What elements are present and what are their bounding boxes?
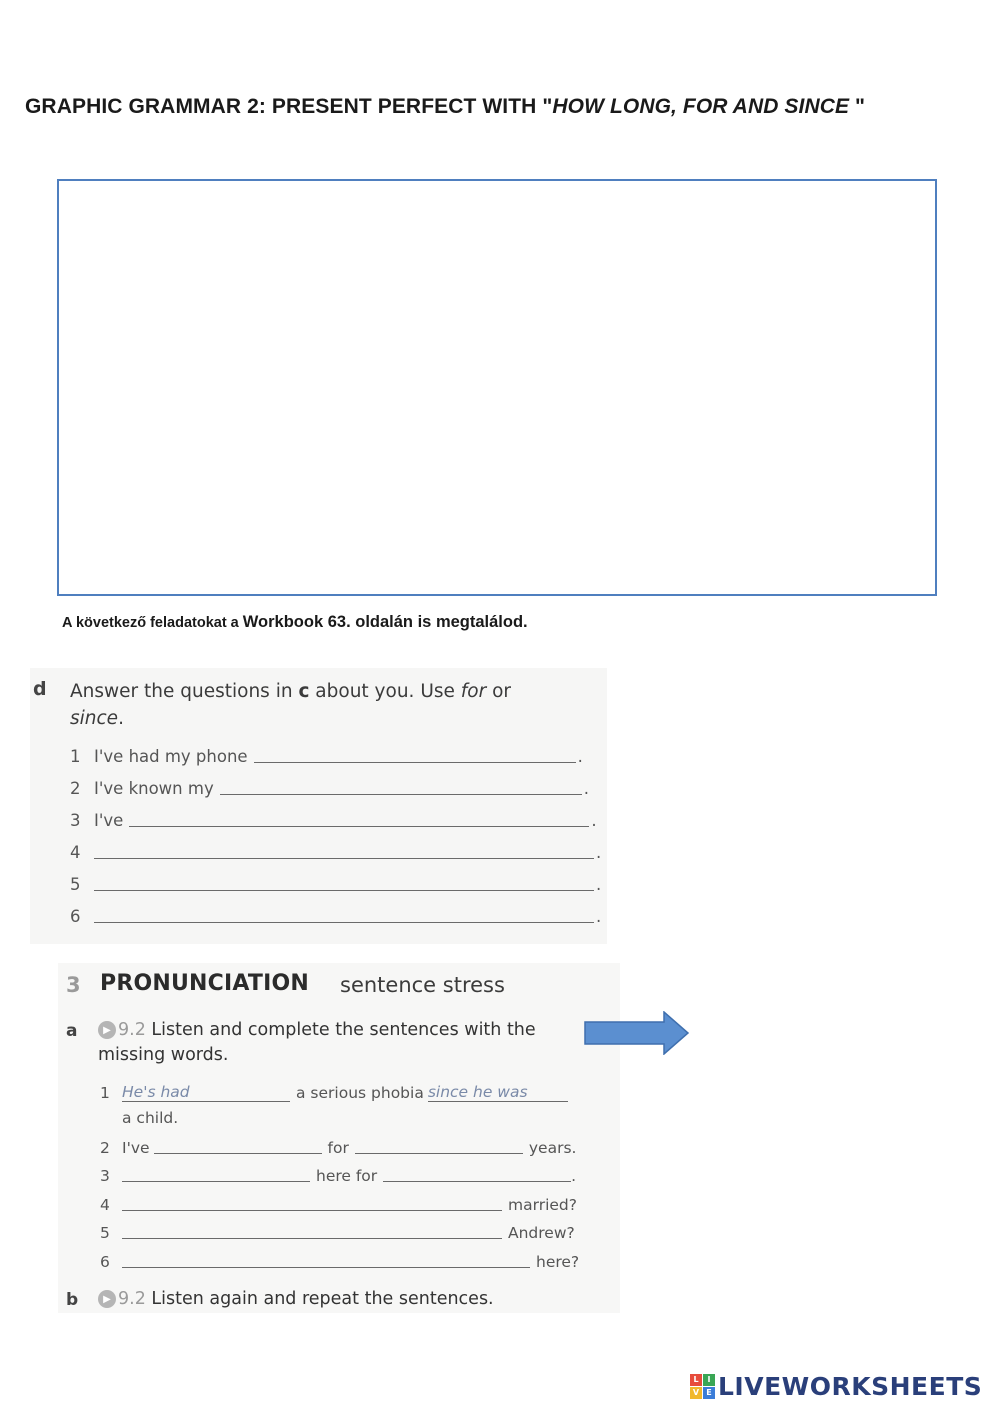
answer-blank[interactable] — [220, 794, 582, 795]
part-b-instruction: ▶ 9.2 Listen again and repeat the sentences. — [98, 1289, 494, 1309]
answer-blank[interactable] — [122, 1181, 310, 1182]
section-heading: PRONUNCIATION — [100, 971, 310, 996]
exercise-3-item: 6 here? — [100, 1253, 580, 1271]
logo-mark-icon: L I V E — [690, 1374, 715, 1399]
answer-blank[interactable] — [94, 858, 594, 859]
exercise-3-pronunciation — [58, 963, 620, 1313]
exercise-3-item: 1 He's had a serious phobia since he was — [100, 1080, 568, 1102]
exercise-d-instruction: Answer the questions in c about you. Use for or since. — [70, 681, 512, 729]
part-a-letter: a — [66, 1021, 78, 1041]
exercise-3-item: 5 Andrew? — [100, 1224, 575, 1242]
answer-blank[interactable] — [122, 1267, 530, 1268]
audio-icon[interactable]: ▶ — [98, 1290, 116, 1308]
exercise-3-item: 2 I've for years. — [100, 1139, 577, 1157]
exercise-d-item: 2 I've known my . — [70, 779, 589, 798]
answer-blank[interactable] — [94, 922, 594, 923]
section-subheading: sentence stress — [340, 973, 505, 997]
arrow-right-icon — [584, 1011, 690, 1055]
logo-text: LIVEWORKSHEETS — [718, 1372, 983, 1401]
workbook-note: A következő feladatokat a Workbook 63. oldalán is megtalálod. — [62, 613, 528, 631]
answer-blank[interactable] — [94, 890, 594, 891]
embedded-media-box[interactable] — [57, 179, 937, 596]
answer-blank[interactable] — [122, 1238, 502, 1239]
answer-blank[interactable] — [254, 762, 576, 763]
answer-blank[interactable] — [355, 1153, 523, 1154]
exercise-3-item: 4 married? — [100, 1196, 577, 1214]
section-number: 3 — [66, 973, 81, 997]
answer-blank[interactable] — [154, 1153, 322, 1154]
exercise-3-item: 3 here for . — [100, 1167, 577, 1185]
answer-blank[interactable] — [383, 1181, 571, 1182]
page-title: GRAPHIC GRAMMAR 2: PRESENT PERFECT WITH "HOW LONG, FOR AND SINCE " — [25, 95, 866, 118]
liveworksheets-logo — [690, 1372, 982, 1401]
answer-blank[interactable] — [129, 826, 589, 827]
exercise-d-item: 5 . — [70, 875, 602, 894]
part-a-instruction: ▶ 9.2 Listen and complete the sentences with the missing words. — [98, 1020, 536, 1065]
answer-blank[interactable]: He's had — [122, 1083, 290, 1102]
exercise-d-item: 4 . — [70, 843, 602, 862]
exercise-d-item: 1 I've had my phone . — [70, 747, 583, 766]
exercise-d-item: 6 . — [70, 907, 602, 926]
exercise-d — [30, 668, 607, 944]
answer-blank[interactable] — [122, 1210, 502, 1211]
exercise-d-item: 3 I've . — [70, 811, 597, 830]
part-b-letter: b — [66, 1290, 79, 1310]
answer-blank[interactable]: since he was — [428, 1083, 568, 1102]
exercise-d-letter: d — [33, 678, 47, 700]
exercise-3-item-continuation: a child. — [122, 1109, 179, 1127]
audio-icon[interactable]: ▶ — [98, 1021, 116, 1039]
